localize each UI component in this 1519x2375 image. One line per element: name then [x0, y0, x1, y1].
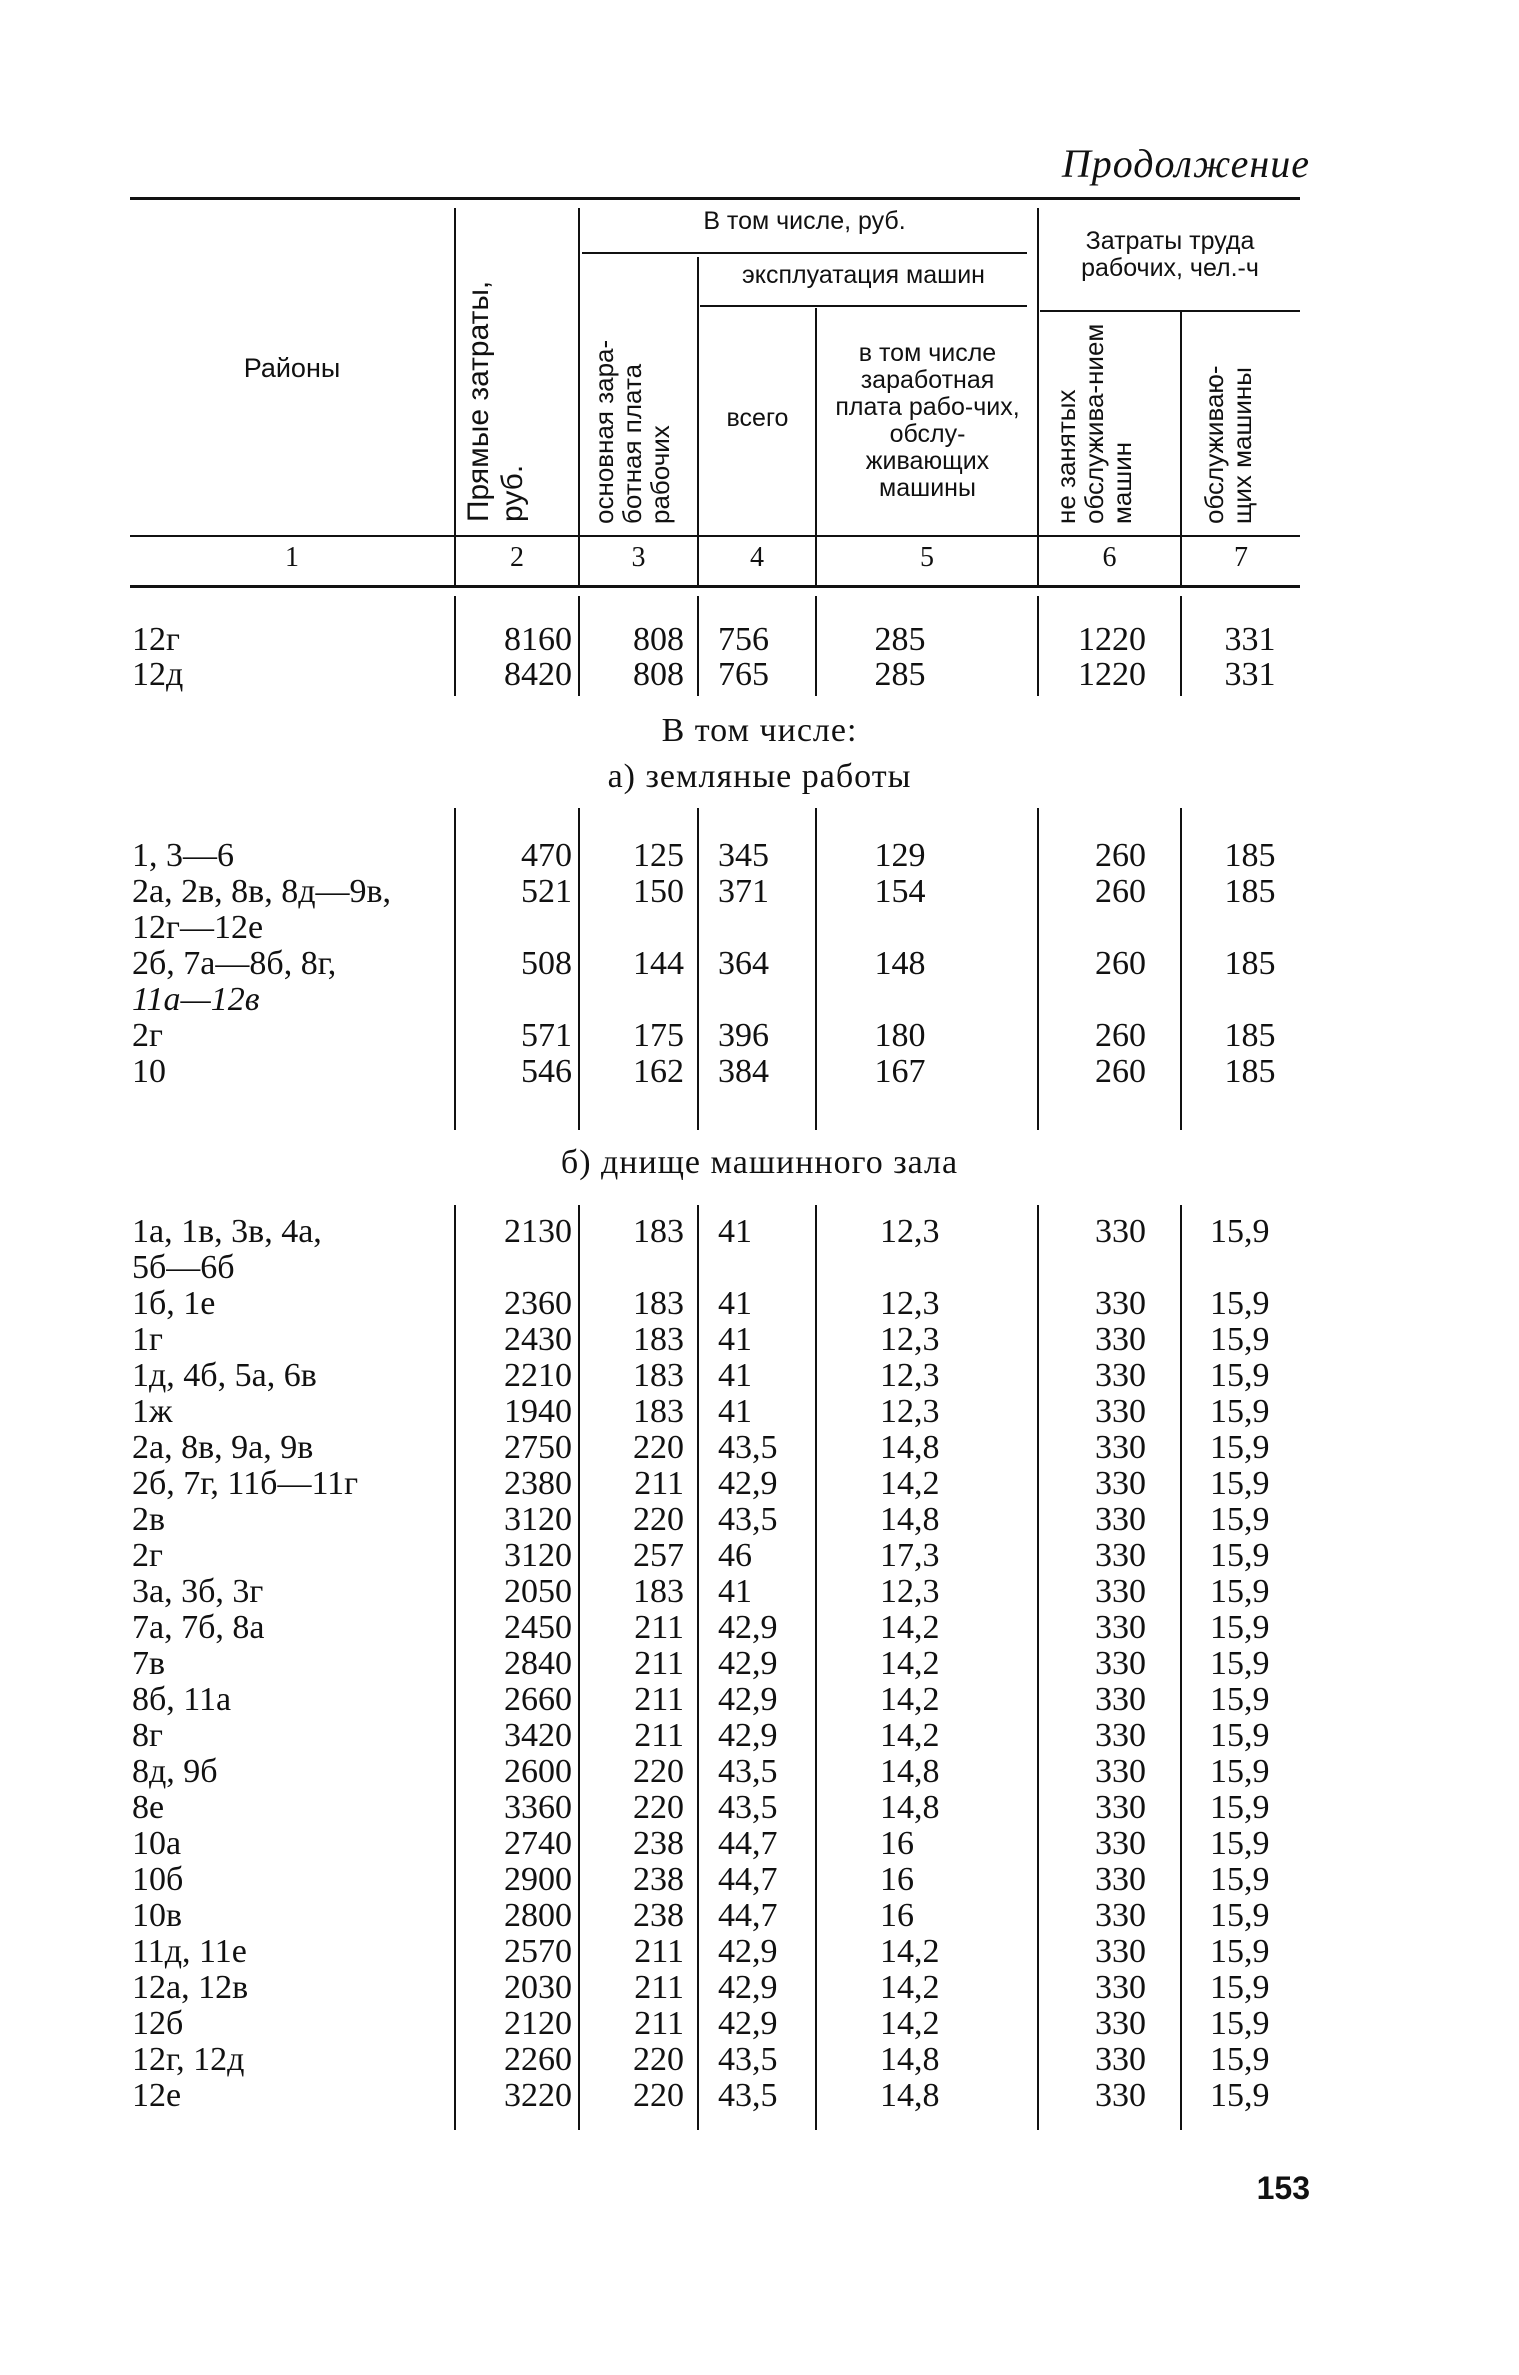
- labor-not-serving-value: 330: [1095, 1573, 1146, 1610]
- group-b-vline-4: [815, 1205, 817, 2130]
- machine-total-value: 44,7: [718, 1861, 778, 1898]
- labor-not-serving-value: 330: [1095, 1537, 1146, 1574]
- labor-not-serving-value: 260: [1095, 837, 1146, 874]
- col-number-6: 6: [1102, 542, 1117, 573]
- basic-wages-value: 257: [633, 1537, 684, 1574]
- district-name: 8д, 9б: [132, 1753, 218, 1790]
- labor-serving-value: 15,9: [1210, 2041, 1270, 2078]
- labor-not-serving-value: 1220: [1078, 656, 1146, 693]
- group-a-vline-5: [1037, 808, 1039, 1130]
- labor-serving-value: 15,9: [1210, 1717, 1270, 1754]
- labor-not-serving-value: 330: [1095, 1429, 1146, 1466]
- labor-serving-value: 15,9: [1210, 1609, 1270, 1646]
- district-name: 1а, 1в, 3в, 4а,: [132, 1213, 322, 1250]
- direct-costs-value: 3120: [504, 1501, 572, 1538]
- labor-serving-value: 15,9: [1210, 1501, 1270, 1538]
- labor-not-serving-value: 330: [1095, 1825, 1146, 1862]
- direct-costs-value: 3120: [504, 1537, 572, 1574]
- basic-wages-value: 183: [633, 1285, 684, 1322]
- direct-costs-value: 8420: [504, 656, 572, 693]
- district-name: 12г: [132, 621, 180, 658]
- labor-not-serving-value: 260: [1095, 945, 1146, 982]
- labor-not-serving-value: 330: [1095, 1969, 1146, 2006]
- labor-serving-value: 15,9: [1210, 1573, 1270, 1610]
- machine-total-value: 41: [718, 1357, 752, 1394]
- basic-wages-value: 211: [634, 1465, 684, 1502]
- basic-wages-value: 808: [633, 621, 684, 658]
- basic-wages-value: 211: [634, 2005, 684, 2042]
- district-name: 8б, 11а: [132, 1681, 232, 1718]
- header-group-rule: [582, 252, 1027, 254]
- header-top-rule: [130, 197, 1300, 200]
- basic-wages-value: 220: [633, 2077, 684, 2114]
- machine-total-value: 41: [718, 1393, 752, 1430]
- basic-wages-value: 125: [633, 837, 684, 874]
- direct-costs-value: 2660: [504, 1681, 572, 1718]
- district-name: 5б—6б: [132, 1249, 235, 1286]
- basic-wages-value: 211: [634, 1933, 684, 1970]
- basic-wages-value: 183: [633, 1321, 684, 1358]
- district-name: 2г: [132, 1537, 163, 1574]
- direct-costs-value: 2360: [504, 1285, 572, 1322]
- machine-total-value: 364: [718, 945, 769, 982]
- labor-serving-value: 15,9: [1210, 1861, 1270, 1898]
- col-number-2: 2: [510, 542, 524, 573]
- header-group-labor: Затраты труда рабочих, чел.-ч: [1081, 227, 1259, 282]
- district-name: 1г: [132, 1321, 163, 1358]
- col-number-1: 1: [285, 542, 299, 573]
- continuation-label: Продолжение: [1061, 141, 1310, 186]
- header-exploitation-rule: [700, 305, 1027, 307]
- group-a-vline-2: [578, 808, 580, 1130]
- district-name: 11д, 11е: [132, 1933, 247, 1970]
- group-top-vline-1: [454, 596, 456, 696]
- labor-serving-value: 331: [1224, 656, 1276, 693]
- direct-costs-value: 2800: [504, 1897, 572, 1934]
- basic-wages-value: 238: [633, 1825, 684, 1862]
- col-number-4: 4: [750, 542, 764, 573]
- labor-serving-value: 15,9: [1210, 1429, 1270, 1466]
- district-name: 2г: [132, 1017, 163, 1054]
- district-name: 2б, 7г, 11б—11г: [132, 1465, 359, 1502]
- section-b-title: б) днище машинного зала: [560, 1144, 959, 1181]
- labor-not-serving-value: 330: [1095, 1501, 1146, 1538]
- basic-wages-value: 211: [634, 1609, 684, 1646]
- direct-costs-value: 2030: [504, 1969, 572, 2006]
- direct-costs-value: 2840: [504, 1645, 572, 1682]
- labor-not-serving-value: 330: [1095, 2005, 1146, 2042]
- direct-costs-value: 2430: [504, 1321, 572, 1358]
- header-vline-3: [697, 257, 699, 585]
- machine-wages-value: 12,3: [880, 1393, 940, 1430]
- machine-total-value: 371: [718, 873, 769, 910]
- machine-total-value: 43,5: [718, 1501, 778, 1538]
- machine-total-value: 42,9: [718, 2005, 778, 2042]
- labor-not-serving-value: 330: [1095, 1645, 1146, 1682]
- basic-wages-value: 220: [633, 1753, 684, 1790]
- direct-costs-value: 2260: [504, 2041, 572, 2078]
- labor-serving-value: 15,9: [1210, 1465, 1270, 1502]
- direct-costs-value: 2130: [504, 1213, 572, 1250]
- labor-serving-value: 15,9: [1210, 1897, 1270, 1934]
- labor-serving-value: 15,9: [1210, 1969, 1270, 2006]
- direct-costs-value: 2450: [504, 1609, 572, 1646]
- direct-costs-value: 3360: [504, 1789, 572, 1826]
- district-name: 12г—12е: [132, 909, 264, 946]
- district-name: 12а, 12в: [132, 1969, 249, 2006]
- machine-wages-value: 180: [874, 1017, 926, 1054]
- machine-total-value: 756: [718, 621, 769, 658]
- machine-wages-value: 14,2: [880, 1681, 940, 1718]
- header-basic-wages: основная зара-ботная плата рабочих: [589, 339, 675, 524]
- district-name: 12д: [132, 656, 184, 693]
- machine-wages-value: 14,2: [880, 2005, 940, 2042]
- basic-wages-value: 220: [633, 2041, 684, 2078]
- district-name: 7а, 7б, 8а: [132, 1609, 265, 1646]
- machine-wages-value: 14,2: [880, 1969, 940, 2006]
- direct-costs-value: 2740: [504, 1825, 572, 1862]
- labor-serving-value: 15,9: [1210, 1537, 1270, 1574]
- district-name: 1д, 4б, 5а, 6в: [132, 1357, 317, 1394]
- machine-total-value: 41: [718, 1213, 752, 1250]
- machine-wages-value: 14,2: [880, 1933, 940, 1970]
- district-name: 12г, 12д: [132, 2041, 245, 2078]
- direct-costs-value: 3220: [504, 2077, 572, 2114]
- district-name: 2а, 2в, 8в, 8д—9в,: [132, 873, 392, 910]
- labor-serving-value: 15,9: [1210, 1753, 1270, 1790]
- direct-costs-value: 3420: [504, 1717, 572, 1754]
- machine-wages-value: 12,3: [880, 1285, 940, 1322]
- group-b-vline-2: [578, 1205, 580, 2130]
- labor-serving-value: 15,9: [1210, 1825, 1270, 1862]
- header-direct-costs: Прямые затраты, руб.: [462, 280, 529, 522]
- labor-serving-value: 15,9: [1210, 1789, 1270, 1826]
- machine-total-value: 44,7: [718, 1897, 778, 1934]
- group-b-vline-6: [1180, 1205, 1182, 2130]
- basic-wages-value: 144: [633, 945, 684, 982]
- labor-not-serving-value: 260: [1095, 1017, 1146, 1054]
- machine-total-value: 43,5: [718, 1753, 778, 1790]
- district-name: 3а, 3б, 3г: [132, 1573, 264, 1610]
- district-name: 10а: [132, 1825, 182, 1862]
- direct-costs-value: 2600: [504, 1753, 572, 1790]
- district-name: 8е: [132, 1789, 165, 1826]
- machine-wages-value: 154: [874, 873, 926, 910]
- machine-wages-value: 129: [874, 837, 926, 874]
- machine-total-value: 384: [718, 1053, 769, 1090]
- direct-costs-value: 1940: [504, 1393, 572, 1430]
- section-intro: В том числе:: [661, 712, 858, 749]
- labor-not-serving-value: 330: [1095, 2077, 1146, 2114]
- machine-total-value: 43,5: [718, 1429, 778, 1466]
- basic-wages-value: 183: [633, 1393, 684, 1430]
- group-top-vline-6: [1180, 596, 1182, 696]
- direct-costs-value: 571: [521, 1017, 572, 1054]
- labor-not-serving-value: 330: [1095, 1285, 1146, 1322]
- header-labor-rule: [1040, 310, 1300, 312]
- group-top-vline-3: [697, 596, 699, 696]
- machine-total-value: 43,5: [718, 1789, 778, 1826]
- labor-not-serving-value: 330: [1095, 1897, 1146, 1934]
- machine-total-value: 41: [718, 1573, 752, 1610]
- header-group-exploitation: эксплуатация машин: [742, 261, 985, 289]
- header-machine-wages: в том числе заработная плата рабо-чих, обслу-живающих машины: [835, 339, 1020, 502]
- labor-not-serving-value: 1220: [1078, 621, 1146, 658]
- section-a-title: а) земляные работы: [607, 758, 912, 795]
- district-name: 12е: [132, 2077, 182, 2114]
- basic-wages-value: 238: [633, 1897, 684, 1934]
- header-not-serving-machines: не занятых обслужива-нием машин: [1051, 323, 1137, 524]
- district-name: 1ж: [132, 1393, 173, 1430]
- labor-not-serving-value: 330: [1095, 1753, 1146, 1790]
- labor-serving-value: 185: [1224, 1053, 1276, 1090]
- district-name: 10в: [132, 1897, 183, 1934]
- labor-serving-value: 15,9: [1210, 1393, 1270, 1430]
- district-name: 11а—12в: [132, 981, 260, 1018]
- direct-costs-value: 2210: [504, 1357, 572, 1394]
- machine-total-value: 43,5: [718, 2041, 778, 2078]
- basic-wages-value: 808: [633, 656, 684, 693]
- machine-total-value: 44,7: [718, 1825, 778, 1862]
- labor-serving-value: 331: [1224, 621, 1276, 658]
- group-b-vline-3: [697, 1205, 699, 2130]
- header-districts: Районы: [243, 353, 341, 383]
- machine-total-value: 42,9: [718, 1609, 778, 1646]
- direct-costs-value: 2900: [504, 1861, 572, 1898]
- group-a-vline-4: [815, 808, 817, 1130]
- direct-costs-value: 8160: [504, 621, 572, 658]
- machine-total-value: 765: [718, 656, 769, 693]
- basic-wages-value: 211: [634, 1645, 684, 1682]
- district-name: 2б, 7а—8б, 8г,: [132, 945, 337, 982]
- labor-serving-value: 185: [1224, 873, 1276, 910]
- district-name: 12б: [132, 2005, 184, 2042]
- district-name: 1б, 1е: [132, 1285, 216, 1322]
- basic-wages-value: 238: [633, 1861, 684, 1898]
- machine-wages-value: 167: [874, 1053, 926, 1090]
- machine-total-value: 42,9: [718, 1969, 778, 2006]
- machine-wages-value: 14,8: [880, 1753, 940, 1790]
- basic-wages-value: 175: [633, 1017, 684, 1054]
- header-serving-machines: обслуживаю-щих машины: [1199, 365, 1257, 524]
- labor-not-serving-value: 330: [1095, 2041, 1146, 2078]
- direct-costs-value: 2750: [504, 1429, 572, 1466]
- machine-wages-value: 12,3: [880, 1321, 940, 1358]
- col-number-3: 3: [631, 542, 646, 573]
- machine-wages-value: 16: [880, 1861, 914, 1898]
- header-mid-rule: [130, 535, 1300, 537]
- labor-serving-value: 15,9: [1210, 1285, 1270, 1322]
- machine-wages-value: 14,2: [880, 1465, 940, 1502]
- group-a-vline-1: [454, 808, 456, 1130]
- direct-costs-value: 2380: [504, 1465, 572, 1502]
- labor-serving-value: 185: [1224, 1017, 1276, 1054]
- basic-wages-value: 183: [633, 1213, 684, 1250]
- direct-costs-value: 2120: [504, 2005, 572, 2042]
- machine-total-value: 41: [718, 1285, 752, 1322]
- page-number: 153: [1256, 2170, 1310, 2206]
- basic-wages-value: 220: [633, 1429, 684, 1466]
- machine-wages-value: 14,8: [880, 2041, 940, 2078]
- labor-not-serving-value: 330: [1095, 1681, 1146, 1718]
- district-name: 1, 3—6: [132, 837, 234, 874]
- labor-serving-value: 15,9: [1210, 1357, 1270, 1394]
- machine-wages-value: 16: [880, 1825, 914, 1862]
- group-top-vline-2: [578, 596, 580, 696]
- header-total: всего: [726, 404, 789, 432]
- labor-serving-value: 15,9: [1210, 2005, 1270, 2042]
- district-name: 8г: [132, 1717, 163, 1754]
- labor-serving-value: 185: [1224, 837, 1276, 874]
- labor-not-serving-value: 330: [1095, 1789, 1146, 1826]
- machine-wages-value: 12,3: [880, 1573, 940, 1610]
- labor-not-serving-value: 330: [1095, 1609, 1146, 1646]
- district-name: 10б: [132, 1861, 184, 1898]
- machine-total-value: 42,9: [718, 1645, 778, 1682]
- labor-serving-value: 15,9: [1210, 1645, 1270, 1682]
- machine-wages-value: 16: [880, 1897, 914, 1934]
- machine-total-value: 41: [718, 1321, 752, 1358]
- group-b-vline-5: [1037, 1205, 1039, 2130]
- header-vline-2: [578, 208, 580, 585]
- direct-costs-value: 521: [521, 873, 572, 910]
- labor-not-serving-value: 330: [1095, 1357, 1146, 1394]
- basic-wages-value: 183: [633, 1573, 684, 1610]
- labor-not-serving-value: 330: [1095, 1861, 1146, 1898]
- machine-total-value: 345: [718, 837, 769, 874]
- labor-not-serving-value: 330: [1095, 1717, 1146, 1754]
- machine-wages-value: 14,8: [880, 1789, 940, 1826]
- machine-wages-value: 14,8: [880, 1501, 940, 1538]
- group-top-vline-4: [815, 596, 817, 696]
- district-name: 2в: [132, 1501, 166, 1538]
- basic-wages-value: 183: [633, 1357, 684, 1394]
- labor-not-serving-value: 260: [1095, 873, 1146, 910]
- district-name: 10: [132, 1053, 166, 1090]
- machine-total-value: 396: [718, 1017, 769, 1054]
- machine-wages-value: 12,3: [880, 1357, 940, 1394]
- col-number-5: 5: [920, 542, 934, 573]
- basic-wages-value: 220: [633, 1789, 684, 1826]
- basic-wages-value: 220: [633, 1501, 684, 1538]
- basic-wages-value: 150: [633, 873, 684, 910]
- labor-serving-value: 15,9: [1210, 1213, 1270, 1250]
- labor-serving-value: 15,9: [1210, 1933, 1270, 1970]
- labor-serving-value: 15,9: [1210, 1321, 1270, 1358]
- machine-wages-value: 285: [874, 656, 926, 693]
- district-name: 2а, 8в, 9а, 9в: [132, 1429, 314, 1466]
- header-vline-1: [454, 208, 456, 585]
- machine-total-value: 43,5: [718, 2077, 778, 2114]
- labor-not-serving-value: 330: [1095, 1393, 1146, 1430]
- direct-costs-value: 2050: [504, 1573, 572, 1610]
- machine-total-value: 46: [718, 1537, 752, 1574]
- machine-total-value: 42,9: [718, 1681, 778, 1718]
- labor-not-serving-value: 330: [1095, 1933, 1146, 1970]
- machine-wages-value: 12,3: [880, 1213, 940, 1250]
- machine-wages-value: 14,8: [880, 2077, 940, 2114]
- labor-serving-value: 15,9: [1210, 2077, 1270, 2114]
- machine-wages-value: 14,8: [880, 1429, 940, 1466]
- group-b-vline-1: [454, 1205, 456, 2130]
- header-vline-5: [1037, 208, 1039, 585]
- basic-wages-value: 211: [634, 1717, 684, 1754]
- machine-wages-value: 17,3: [880, 1537, 940, 1574]
- direct-costs-value: 546: [521, 1053, 572, 1090]
- direct-costs-value: 508: [521, 945, 572, 982]
- basic-wages-value: 211: [634, 1969, 684, 2006]
- col-number-7: 7: [1234, 542, 1248, 573]
- machine-wages-value: 148: [874, 945, 926, 982]
- district-name: 7в: [132, 1645, 166, 1682]
- machine-total-value: 42,9: [718, 1465, 778, 1502]
- labor-not-serving-value: 330: [1095, 1321, 1146, 1358]
- group-a-vline-6: [1180, 808, 1182, 1130]
- group-top-vline-5: [1037, 596, 1039, 696]
- basic-wages-value: 211: [634, 1681, 684, 1718]
- labor-not-serving-value: 330: [1095, 1213, 1146, 1250]
- direct-costs-value: 470: [521, 837, 572, 874]
- machine-wages-value: 14,2: [880, 1645, 940, 1682]
- machine-wages-value: 285: [874, 621, 926, 658]
- machine-wages-value: 14,2: [880, 1717, 940, 1754]
- machine-total-value: 42,9: [718, 1717, 778, 1754]
- labor-serving-value: 185: [1224, 945, 1276, 982]
- basic-wages-value: 162: [633, 1053, 684, 1090]
- labor-not-serving-value: 260: [1095, 1053, 1146, 1090]
- machine-wages-value: 14,2: [880, 1609, 940, 1646]
- group-a-vline-3: [697, 808, 699, 1130]
- labor-not-serving-value: 330: [1095, 1465, 1146, 1502]
- direct-costs-value: 2570: [504, 1933, 572, 1970]
- header-group-in-that: В том числе, руб.: [703, 207, 906, 235]
- labor-serving-value: 15,9: [1210, 1681, 1270, 1718]
- header-bottom-rule: [130, 585, 1300, 588]
- machine-total-value: 42,9: [718, 1933, 778, 1970]
